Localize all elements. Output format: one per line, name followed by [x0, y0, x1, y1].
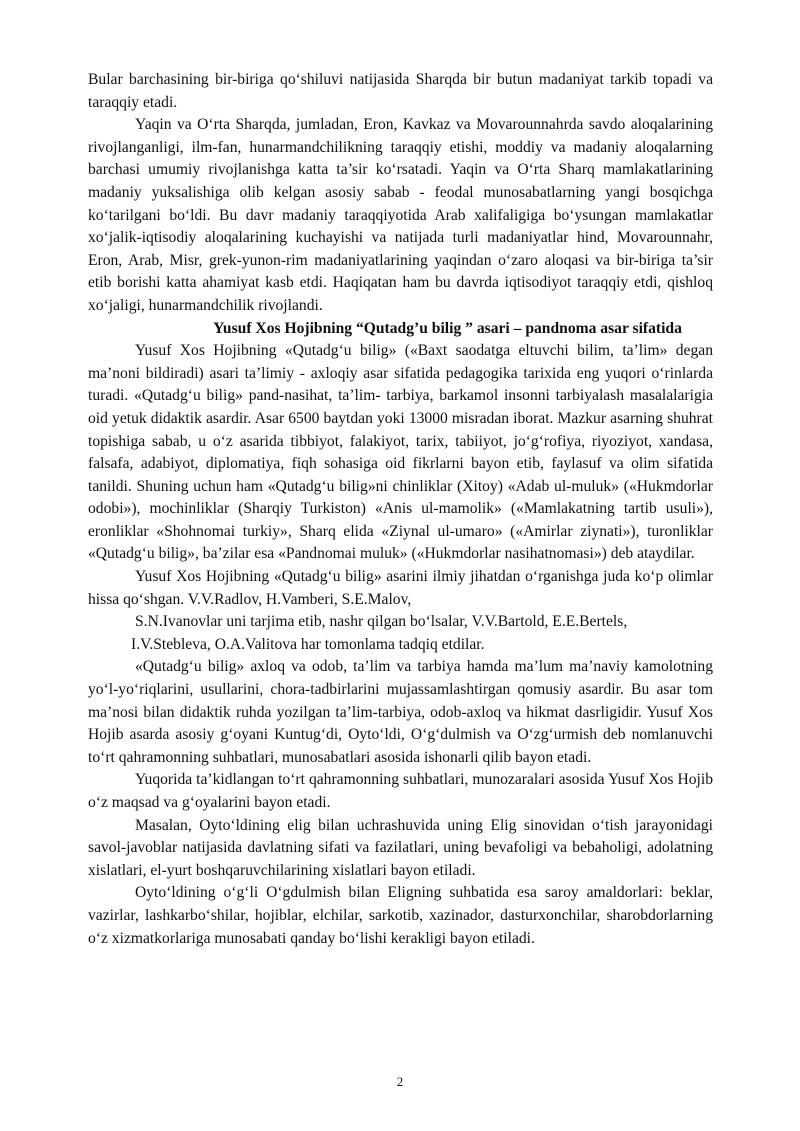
paragraph-ethics: «Qutadg‘u bilig» axloq va odob, ta’lim va tarbiya hamda ma’lum ma’naviy kamolotning yo‘l-yo‘riqlarini, usullarini, chora-tadbirlarini mujassamlashtirgan qomusiy asardir. Bu asar tom ma’nosi bilan didaktik ruhda yozilgan ta’lim-tarbiya, odob-axloq va hikmat dasrligidir. Yusuf Xos Hojib asarda asosiy g‘oyani Kuntug‘di, Oyto‘ldi, O‘g‘dulmish va O‘zg‘urmish deb nomlanuvchi to‘rt qahramonning suhbatlari, munosabatlari asosida ishonarli qilib bayon etadi. [88, 658, 713, 766]
scholars-line-2: S.N.Ivanovlar uni tarjima etib, nashr qilgan bo‘lsalar, V.V.Bartold, E.E.Bertels, [135, 613, 628, 631]
paragraph-scholars [88, 566, 713, 656]
paragraph-eastern-culture: Yaqin va O‘rta Sharqda, jumladan, Eron, Kavkaz va Movarounnahrda savdo aloqalarining rivojlanganligi, ilm-fan, hunarmandchilikning taraqqiy etishi, moddiy va madaniy aloqalarning barchasi umumiy rivojlanishga katta ta’sir ko‘rsatadi. Yaqin va O‘rta Sharq mamlakatlarining madaniy yuksalishiga olib kelgan asosiy sabab - feodal munosabatlarning yangi bosqichga ko‘tarilgani bo‘ldi. Bu davr madaniy taraqqiyotida Arab xalifaligiga bo‘ysungan mamlakatlar xo‘jalik-iqtisodiy aloqalarining kuchayishi va natijada turli madaniyatlar hind, Movarounnahr, Eron, Arab, Misr, grek-yunon-rim madaniyatlarining yaqindan o‘zaro aloqasi va bir-biriga ta’sir etib borishi katta ahamiyat kasb etdi. Haqiqatan ham bu davrda iqtisodiyot taraqqiy etdi, qishloq xo‘jaligi, hunarmandchilik rivojlandi. [88, 116, 713, 314]
section-title: Yusuf Xos Hojibning “Qutadg’u bilig ” asari – pandnoma asar sifatida [213, 319, 682, 337]
page-number: 2 [396, 1074, 404, 1089]
paragraph-qutadgu-bilig: Yusuf Xos Hojibning «Qutadg‘u bilig» («Baxt saodatga eltuvchi bilim, ta’lim» degan ma’noni bildiradi) asari ta’limiy - axloqiy asar sifatida pedagogika tarixida eng yuqori o‘rinlarda turadi. «Qutadg‘u bilig» pand-nasihat, ta’lim- tarbiya, barkamol insonni tarbiyalash masalalarigia oid yetuk didaktik asardir. Asar 6500 baytdan yoki 13000 misradan iborat. Mazkur asarning shuhrat topishiga sabab, u o‘z asarida tibbiyot, falakiyot, tarix, tabiiyot, jo‘g‘rofiya, riyoziyot, xandasa, falsafa, adabiyot, diplomatiya, fiqh sohasiga oid fikrlarni bayon etib, faylasuf va olim sifatida tanildi. Shuning uchun ham «Qutadg‘u bilig»ni chinliklar (Xitoy) «Adab ul-muluk» («Hukmdorlar odobi»), mochinliklar (Sharqiy Turkiston) «Anis ul-mamolik» («Mamlakatning tartib usuli»), eronliklar «Shohnomai turkiy», Sharq elida «Ziynal ul-umaro» («Amirlar ziynati»), turonliklar «Qutadg‘u bilig», ba’zilar esa «Pandnomai muluk» («Hukmdorlar nasihatnomasi») deb ataydilar. [88, 342, 713, 563]
paragraph-intro: Bular barchasining bir-biriga qo‘shiluvi natijasida Sharqda bir butun madaniyat tarkib topadi va taraqqiy etadi. [88, 71, 713, 111]
paragraph-court-officials: Oyto‘ldining o‘g‘li O‘gdulmish bilan Eligning suhbatida esa saroy amaldorlari: beklar, vazirlar, lashkarbo‘shilar, hojiblar, elchilar, sarkotib, xazinador, dasturxonchilar, sharobdorlarning o‘z xizmatkorlariga munosabati qanday bo‘lishi kerakligi bayon etiladi. [88, 884, 713, 947]
paragraph-four-heroes: Yuqorida ta’kidlangan to‘rt qahramonning suhbatlari, munozaralari asosida Yusuf Xos Hojib o‘z maqsad va g‘oyalarini bayon etadi. [88, 771, 713, 811]
paragraph-example: Masalan, Oyto‘ldining elig bilan uchrashuvida uning Elig sinovidan o‘tish jarayonidagi savol-javoblar natijasida davlatning sifati va fazilatlari, uning bevafoligi va bebaholigi, adolatning xislatlari, el-yurt boshqaruvchilarining xislatlari bayon etiladi. [88, 816, 713, 879]
scholars-line-1: Yusuf Xos Hojibning «Qutadg‘u bilig» asarini ilmiy jihatdan o‘rganishga juda ko‘p olimlar hissa qo‘shgan. V.V.Radlov, H.Vamberi, S.E.Malov, [88, 568, 713, 608]
scholars-line-3: I.V.Stebleva, O.A.Valitova har tomonlama tadqiq etdilar. [131, 635, 485, 653]
document-body [88, 69, 713, 950]
